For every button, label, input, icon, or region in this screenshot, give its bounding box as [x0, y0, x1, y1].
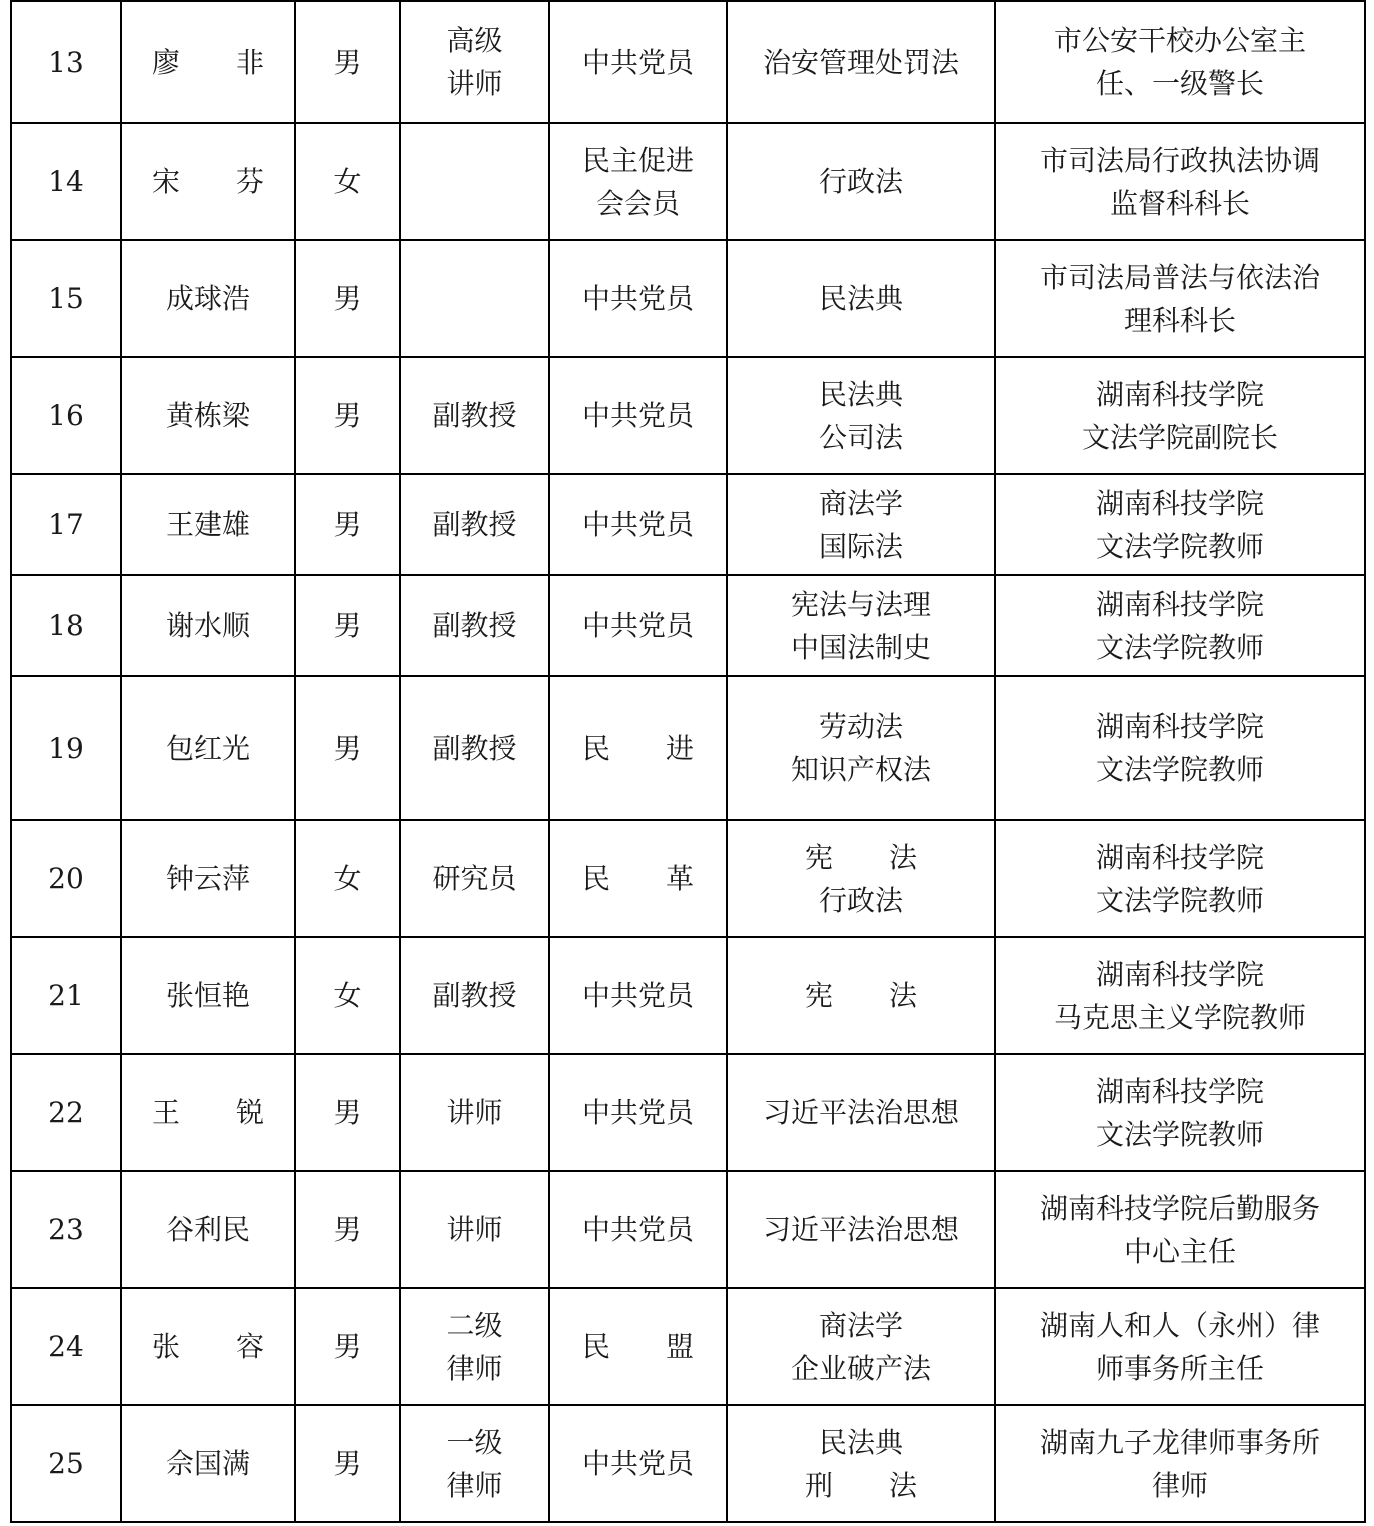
table-row — [11, 1, 1365, 123]
cell-title-line: 讲师 — [446, 67, 503, 100]
cell-org — [995, 123, 1365, 240]
cell-subject — [727, 937, 995, 1054]
cell-title-line: 讲师 — [446, 1213, 503, 1246]
cell-party — [549, 676, 727, 820]
cell-org — [995, 240, 1365, 357]
cell-no: 14 — [11, 123, 121, 240]
cell-title-line: 讲师 — [446, 1096, 503, 1129]
table-row — [11, 240, 1365, 357]
cell-org-line: 湖南科技学院 — [1095, 840, 1264, 874]
cell-org-line: 律师 — [1151, 1468, 1208, 1502]
cell-subject-line: 企业破产法 — [790, 1351, 931, 1385]
cell-no: 18 — [11, 575, 121, 676]
cell-org-line: 湖南科技学院 — [1095, 1074, 1264, 1108]
cell-gender: 男 — [295, 474, 400, 575]
cell-title-line: 副教授 — [432, 731, 517, 765]
cell-party-line: 民 革 — [581, 862, 694, 895]
cell-party-line: 会会员 — [595, 186, 680, 220]
cell-party-line: 中共党员 — [581, 282, 694, 315]
cell-party-line: 中共党员 — [581, 979, 694, 1012]
cell-name: 成球浩 — [121, 240, 295, 357]
cell-org-line: 任、一级警长 — [1095, 67, 1264, 100]
cell-gender: 男 — [295, 1054, 400, 1171]
cell-no: 21 — [11, 937, 121, 1054]
cell-gender: 女 — [295, 123, 400, 240]
cell-party-line: 中共党员 — [581, 45, 694, 79]
cell-no: 23 — [11, 1171, 121, 1288]
cell-org-line: 市公安干校办公室主 — [1053, 24, 1306, 57]
cell-no: 22 — [11, 1054, 121, 1171]
cell-subject — [727, 123, 995, 240]
cell-party-line: 中共党员 — [581, 508, 694, 541]
cell-party — [549, 1, 727, 123]
cell-title-line: 律师 — [446, 1468, 503, 1502]
cell-party-line: 中共党员 — [581, 399, 694, 432]
cell-party — [549, 937, 727, 1054]
cell-title — [400, 1405, 549, 1522]
cell-gender: 男 — [295, 1405, 400, 1522]
cell-title-line: 副教授 — [432, 399, 517, 432]
cell-party-line: 中共党员 — [581, 1096, 694, 1129]
cell-org-line: 中心主任 — [1123, 1234, 1236, 1268]
cell-org-line: 湖南科技学院 — [1095, 377, 1264, 411]
cell-party — [549, 575, 727, 676]
cell-name: 王 锐 — [121, 1054, 295, 1171]
cell-name: 包红光 — [121, 676, 295, 820]
cell-title — [400, 357, 549, 474]
cell-subject-line: 宪法与法理 — [790, 587, 931, 621]
cell-org — [995, 937, 1365, 1054]
cell-party-line: 民 盟 — [581, 1330, 694, 1363]
cell-subject-line: 商法学 — [818, 1308, 903, 1342]
cell-no: 20 — [11, 820, 121, 937]
cell-no: 24 — [11, 1288, 121, 1405]
cell-gender: 男 — [295, 676, 400, 820]
cell-title — [400, 1054, 549, 1171]
cell-org-line: 文法学院教师 — [1095, 529, 1264, 563]
cell-org — [995, 1054, 1365, 1171]
cell-subject — [727, 1, 995, 123]
cell-no: 13 — [11, 1, 121, 123]
cell-subject-line: 中国法制史 — [790, 630, 931, 664]
cell-name: 王建雄 — [121, 474, 295, 575]
cell-org-line: 湖南科技学院 — [1095, 486, 1264, 520]
cell-org-line: 文法学院副院长 — [1081, 420, 1278, 454]
table-row — [11, 1405, 1365, 1522]
cell-subject-line: 公司法 — [818, 420, 903, 454]
cell-gender: 男 — [295, 240, 400, 357]
cell-subject-line: 刑 法 — [804, 1468, 917, 1502]
cell-subject-line: 商法学 — [818, 486, 903, 520]
cell-subject — [727, 1171, 995, 1288]
cell-org — [995, 1, 1365, 123]
cell-no: 17 — [11, 474, 121, 575]
table-row — [11, 1288, 1365, 1405]
table-row — [11, 1054, 1365, 1171]
cell-party — [549, 474, 727, 575]
cell-org-line: 湖南科技学院后勤服务 — [1039, 1191, 1320, 1225]
cell-org-line: 湖南科技学院 — [1095, 587, 1264, 621]
cell-subject-line: 习近平法治思想 — [762, 1213, 959, 1246]
member-table — [10, 0, 1366, 1523]
table-body — [11, 1, 1365, 1522]
cell-subject — [727, 1288, 995, 1405]
cell-subject — [727, 676, 995, 820]
table-row — [11, 123, 1365, 240]
cell-org — [995, 357, 1365, 474]
cell-title-line: 副教授 — [432, 979, 517, 1012]
table-row — [11, 474, 1365, 575]
cell-party — [549, 357, 727, 474]
cell-org — [995, 820, 1365, 937]
cell-org-line: 文法学院教师 — [1095, 753, 1264, 786]
cell-org — [995, 474, 1365, 575]
table-row — [11, 820, 1365, 937]
cell-title — [400, 123, 549, 240]
cell-title-line: 二级 — [446, 1308, 503, 1342]
cell-title — [400, 937, 549, 1054]
cell-subject-line: 习近平法治思想 — [762, 1096, 959, 1129]
cell-org-line: 湖南九子龙律师事务所 — [1039, 1425, 1320, 1459]
cell-subject-line: 劳动法 — [818, 710, 903, 743]
cell-name: 廖 非 — [121, 1, 295, 123]
cell-subject-line: 民法典 — [818, 377, 903, 411]
cell-subject-line: 宪 法 — [804, 840, 917, 874]
cell-party-line: 民主促进 — [581, 143, 694, 177]
cell-name: 钟云萍 — [121, 820, 295, 937]
cell-party-line: 中共党员 — [581, 1213, 694, 1246]
cell-org-line: 湖南科技学院 — [1095, 710, 1264, 743]
cell-gender: 女 — [295, 820, 400, 937]
cell-org-line: 理科科长 — [1123, 303, 1236, 337]
cell-party — [549, 123, 727, 240]
cell-party-line: 中共党员 — [581, 609, 694, 642]
cell-party — [549, 1054, 727, 1171]
cell-org — [995, 1405, 1365, 1522]
cell-title — [400, 1171, 549, 1288]
cell-party-line: 民 进 — [581, 731, 694, 765]
cell-party — [549, 1405, 727, 1522]
cell-name: 张恒艳 — [121, 937, 295, 1054]
cell-org-line: 市司法局普法与依法治 — [1039, 260, 1320, 294]
cell-org-line: 湖南人和人（永州）律 — [1039, 1308, 1320, 1342]
cell-name: 宋 芬 — [121, 123, 295, 240]
cell-subject — [727, 1054, 995, 1171]
cell-org — [995, 575, 1365, 676]
cell-subject-line: 知识产权法 — [790, 753, 931, 786]
cell-gender: 男 — [295, 575, 400, 676]
table-row — [11, 676, 1365, 820]
cell-subject-line: 行政法 — [818, 883, 903, 917]
cell-title — [400, 240, 549, 357]
table-row — [11, 575, 1365, 676]
cell-org-line: 文法学院教师 — [1095, 630, 1264, 664]
cell-name: 谢水顺 — [121, 575, 295, 676]
cell-gender: 男 — [295, 357, 400, 474]
cell-name: 谷利民 — [121, 1171, 295, 1288]
cell-title — [400, 575, 549, 676]
cell-subject — [727, 820, 995, 937]
cell-title — [400, 474, 549, 575]
cell-title-line: 副教授 — [432, 609, 517, 642]
cell-subject — [727, 474, 995, 575]
cell-subject-line: 民法典 — [818, 282, 903, 315]
cell-gender: 男 — [295, 1, 400, 123]
cell-name: 张 容 — [121, 1288, 295, 1405]
cell-party — [549, 820, 727, 937]
cell-org-line: 市司法局行政执法协调 — [1039, 143, 1320, 177]
cell-org — [995, 1288, 1365, 1405]
cell-no: 15 — [11, 240, 121, 357]
cell-gender: 男 — [295, 1171, 400, 1288]
cell-org-line: 马克思主义学院教师 — [1053, 1000, 1306, 1034]
cell-title-line: 副教授 — [432, 508, 517, 541]
cell-org-line: 文法学院教师 — [1095, 883, 1264, 917]
cell-org-line: 监督科科长 — [1109, 186, 1250, 220]
cell-no: 25 — [11, 1405, 121, 1522]
cell-party — [549, 1171, 727, 1288]
cell-subject-line: 治安管理处罚法 — [762, 45, 959, 79]
cell-title-line: 律师 — [446, 1351, 503, 1385]
cell-party — [549, 240, 727, 357]
cell-subject — [727, 1405, 995, 1522]
cell-party — [549, 1288, 727, 1405]
cell-subject-line: 行政法 — [818, 165, 903, 198]
table-row — [11, 1171, 1365, 1288]
cell-title — [400, 676, 549, 820]
table-row — [11, 937, 1365, 1054]
cell-title-line: 一级 — [446, 1425, 503, 1459]
cell-subject-line: 国际法 — [818, 529, 903, 563]
cell-no: 16 — [11, 357, 121, 474]
cell-subject — [727, 357, 995, 474]
cell-subject-line: 宪 法 — [804, 979, 917, 1012]
cell-title — [400, 1288, 549, 1405]
cell-org — [995, 676, 1365, 820]
cell-gender: 男 — [295, 1288, 400, 1405]
cell-subject — [727, 240, 995, 357]
cell-org-line: 文法学院教师 — [1095, 1117, 1264, 1151]
table-row — [11, 357, 1365, 474]
cell-subject — [727, 575, 995, 676]
cell-name: 黄栋梁 — [121, 357, 295, 474]
cell-title — [400, 820, 549, 937]
cell-subject-line: 民法典 — [818, 1425, 903, 1459]
cell-name: 佘国满 — [121, 1405, 295, 1522]
cell-org-line: 湖南科技学院 — [1095, 957, 1264, 991]
cell-title-line: 研究员 — [432, 862, 517, 895]
cell-org — [995, 1171, 1365, 1288]
cell-gender: 女 — [295, 937, 400, 1054]
cell-title-line: 高级 — [446, 24, 503, 57]
cell-no: 19 — [11, 676, 121, 820]
cell-org-line: 师事务所主任 — [1095, 1351, 1264, 1385]
cell-title — [400, 1, 549, 123]
cell-party-line: 中共党员 — [581, 1447, 694, 1480]
